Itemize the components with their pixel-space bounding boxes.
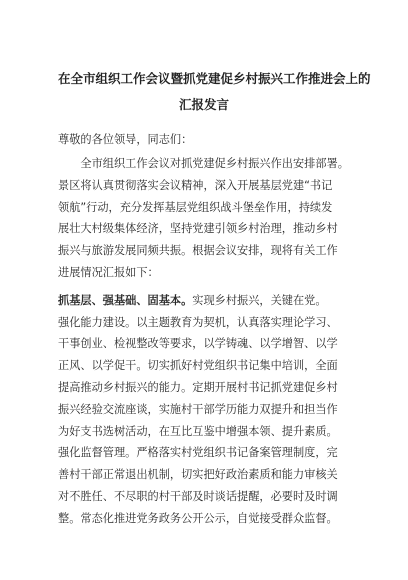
- paragraph-line: 正风、以学促干。切实抓好村党组织书记集中培训，全面: [58, 359, 338, 373]
- paragraph-1: [58, 153, 350, 284]
- paragraph-line: 强化能力建设。以主题教育为契机，认真落实理论学习、: [58, 315, 338, 329]
- document-title: [58, 66, 371, 118]
- paragraph-line: 强化监督管理。严格落实村党组织书记备案管理制度，完: [58, 446, 338, 460]
- section-lead-text: 实现乡村振兴，关键在党。: [192, 293, 327, 307]
- paragraph-line: 为好支书选树活动，在互比互鉴中增强本领、提升素质。: [58, 424, 338, 438]
- paragraph-line: 振兴与旅游发展同频共振。根据会议安排，现将有关工作: [58, 244, 338, 258]
- paragraph-line: 整。常态化推进党务政务公开公示，自觉接受群众监督。: [58, 511, 338, 525]
- salutation: 尊敬的各位领导，同志们：: [58, 133, 193, 146]
- paragraph-line: 干事创业、检视整改等要求，以学铸魂、以学增智、以学: [58, 337, 338, 351]
- paragraph-2: [58, 290, 350, 530]
- paragraph-line: 全市组织工作会议对抓党建促乡村振兴作出安排部署。: [58, 157, 349, 170]
- paragraph-line: 景区将认真贯彻落实会议精神，深入开展基层党建“书记: [58, 178, 333, 192]
- paragraph-line: 进展情况汇报如下：: [58, 265, 159, 279]
- paragraph-line: 振兴经验交流座谈，实施村干部学历能力双提升和担当作: [58, 402, 338, 416]
- paragraph-line: 提高推动乡村振兴的能力。定期开展村书记抓党建促乡村: [58, 380, 338, 394]
- paragraph-line: 展壮大村级集体经济，坚持党建引领乡村治理，推动乡村: [58, 222, 338, 236]
- section-heading: 抓基层、强基础、固基本。: [58, 293, 193, 307]
- paragraph-line: 对不胜任、不尽职的村干部及时谈话提醒，必要时及时调: [58, 489, 338, 503]
- paragraph-line: 领航”行动，充分发挥基层党组织战斗堡垒作用，持续发: [58, 200, 333, 214]
- paragraph-line: [58, 290, 350, 312]
- paragraph-line: 善村干部正常退出机制，切实把好政治素质和能力审核关: [58, 468, 338, 482]
- title-line-1: 在全市组织工作会议暨抓党建促乡村振兴工作推进会上的: [58, 71, 371, 86]
- title-line-2: 汇报发言: [178, 97, 229, 112]
